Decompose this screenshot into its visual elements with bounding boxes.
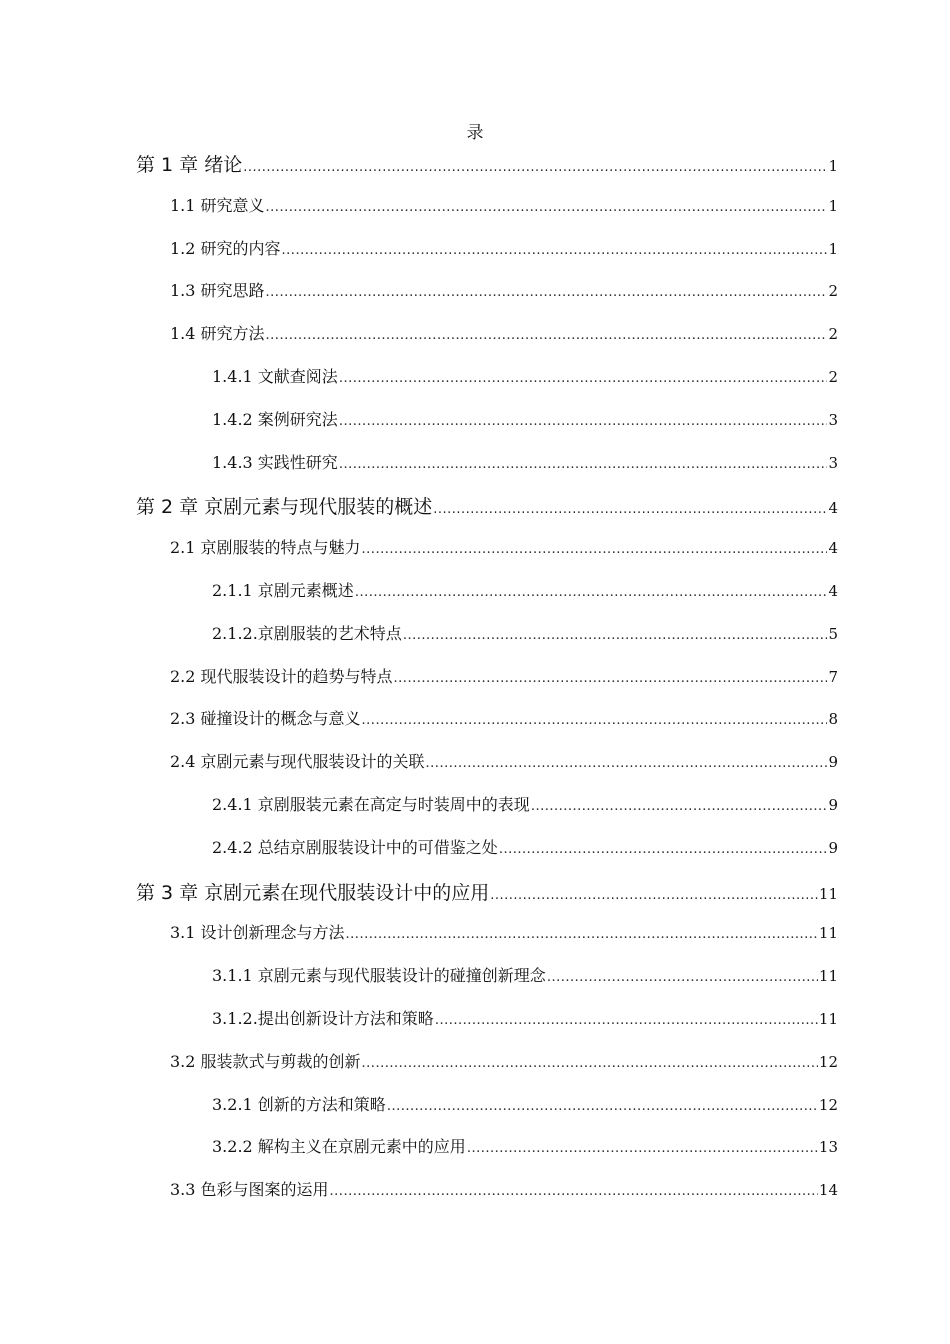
toc-entry-page-number: 4 <box>828 499 838 518</box>
toc-entry-page-number: 11 <box>818 884 838 903</box>
toc-entry[interactable] <box>212 364 838 387</box>
toc-entry-page-number: 9 <box>828 796 838 814</box>
toc-entry[interactable] <box>212 1006 838 1029</box>
toc-entry[interactable] <box>170 236 838 259</box>
toc-entry[interactable] <box>170 193 838 216</box>
toc-entry-label: 2.4 京剧元素与现代服装设计的关联 <box>170 752 425 772</box>
toc-entry[interactable] <box>212 835 838 858</box>
toc-leader-dots <box>355 585 828 600</box>
toc-entry-label: 3.1.1 京剧元素与现代服装设计的碰撞创新理念 <box>212 966 546 986</box>
toc-entry-label: 1.2 研究的内容 <box>170 238 281 258</box>
toc-entry-label: 1.3 研究思路 <box>170 281 265 301</box>
toc-entry[interactable] <box>212 450 838 473</box>
toc-entry-label: 1.4.2 案例研究法 <box>212 409 338 429</box>
toc-entry[interactable] <box>212 621 838 644</box>
toc-entry-page-number: 4 <box>828 539 838 558</box>
toc-entry-page-number: 3 <box>828 453 838 472</box>
toc-entry-label: 2.1.2.京剧服装的艺术特点 <box>212 623 402 643</box>
toc-entry-label: 3.2.2 解构主义在京剧元素中的应用 <box>212 1137 466 1157</box>
toc-entry-page-number: 9 <box>828 753 838 772</box>
toc-entry[interactable] <box>170 321 838 344</box>
toc-entry-label: 2.4.1 京剧服装元素在高定与时装周中的表现 <box>212 795 530 814</box>
toc-leader-dots <box>547 970 818 985</box>
toc-entry[interactable] <box>170 278 838 301</box>
toc-entry[interactable] <box>212 792 838 815</box>
toc-entry-page-number: 2 <box>828 368 838 386</box>
toc-entry[interactable] <box>212 1092 838 1115</box>
toc-entry-page-number: 5 <box>828 624 838 643</box>
toc-leader-dots <box>266 328 828 343</box>
toc-leader-dots <box>499 842 828 857</box>
toc-entry-label: 2.2 现代服装设计的趋势与特点 <box>170 666 393 686</box>
toc-leader-dots <box>394 671 828 686</box>
toc-entry[interactable] <box>170 664 838 687</box>
toc-leader-dots <box>403 628 828 643</box>
toc-leader-dots <box>433 502 827 517</box>
toc-entry-page-number: 4 <box>828 582 838 600</box>
toc-entry[interactable] <box>170 535 838 558</box>
toc-leader-dots <box>435 1013 818 1028</box>
toc-entry[interactable] <box>212 578 838 601</box>
toc-entry-page-number: 1 <box>828 239 838 258</box>
toc-entry[interactable] <box>136 492 838 519</box>
toc-entry[interactable] <box>170 920 838 943</box>
toc-entry[interactable] <box>170 1177 838 1200</box>
toc-leader-dots <box>330 1184 818 1199</box>
toc-entry-page-number: 11 <box>818 967 838 986</box>
toc-title: 录 <box>466 123 484 143</box>
toc-entry-label: 第 2 章 京剧元素与现代服装的概述 <box>136 496 433 519</box>
toc-entry-page-number: 14 <box>818 1181 838 1200</box>
toc-leader-dots <box>531 799 828 814</box>
toc-entry-page-number: 1 <box>828 196 838 215</box>
toc-entry-page-number: 3 <box>828 410 838 429</box>
toc-entry[interactable] <box>212 963 838 986</box>
toc-leader-dots <box>282 243 828 258</box>
toc-leader-dots <box>467 1141 818 1156</box>
toc-entry-label: 3.2.1 创新的方法和策略 <box>212 1094 386 1114</box>
toc-entry-label: 3.2 服装款式与剪裁的创新 <box>170 1051 361 1071</box>
toc-leader-dots <box>346 927 818 942</box>
toc-leader-dots <box>362 1056 818 1071</box>
toc-entry-label: 1.4.3 实践性研究 <box>212 452 338 472</box>
toc-entry[interactable] <box>212 1134 838 1157</box>
toc-entry-label: 3.3 色彩与图案的运用 <box>170 1180 329 1200</box>
toc-entry-page-number: 8 <box>828 710 838 729</box>
toc-leader-dots <box>490 888 818 903</box>
toc-entry-label: 1.4.1 文献查阅法 <box>212 367 338 386</box>
toc-entry-page-number: 1 <box>828 157 838 175</box>
toc-entry-page-number: 12 <box>818 1052 838 1071</box>
toc-entry-page-number: 11 <box>818 924 838 943</box>
toc-entry-label: 3.1.2.提出创新设计方法和策略 <box>212 1009 434 1028</box>
toc-leader-dots <box>266 200 828 215</box>
toc-entry-label: 第 1 章 绪论 <box>136 154 243 176</box>
toc-entry[interactable] <box>136 150 838 177</box>
toc-entry-label: 1.1 研究意义 <box>170 195 265 215</box>
toc-leader-dots <box>362 713 828 728</box>
toc-leader-dots <box>243 160 827 175</box>
toc-entry-label: 2.3 碰撞设计的概念与意义 <box>170 709 361 729</box>
toc-leader-dots <box>339 457 828 472</box>
toc-leader-dots <box>362 542 828 557</box>
toc-entry-label: 2.1.1 京剧元素概述 <box>212 581 354 600</box>
toc-entry-label: 2.4.2 总结京剧服装设计中的可借鉴之处 <box>212 837 498 857</box>
toc-entry[interactable] <box>170 706 838 729</box>
toc-entry[interactable] <box>212 407 838 430</box>
toc-entry-page-number: 2 <box>828 325 838 344</box>
toc-leader-dots <box>339 371 828 386</box>
toc-entry[interactable] <box>170 1049 838 1072</box>
toc-entry-page-number: 13 <box>818 1138 838 1157</box>
toc-entry-label: 第 3 章 京剧元素在现代服装设计中的应用 <box>136 881 490 904</box>
toc-entry-page-number: 7 <box>828 667 838 686</box>
toc-entry-page-number: 11 <box>818 1010 838 1028</box>
toc-entry-label: 2.1 京剧服装的特点与魅力 <box>170 538 361 558</box>
toc-entry-label: 3.1 设计创新理念与方法 <box>170 923 345 943</box>
toc-leader-dots <box>266 285 828 300</box>
toc-entry[interactable] <box>170 749 838 772</box>
toc-leader-dots <box>426 756 828 771</box>
toc-leader-dots <box>387 1099 818 1114</box>
toc-entry-page-number: 9 <box>828 838 838 857</box>
toc-leader-dots <box>339 414 828 429</box>
toc-entry[interactable] <box>136 878 838 905</box>
toc-entry-page-number: 2 <box>828 282 838 301</box>
toc-entry-page-number: 12 <box>818 1095 838 1114</box>
toc-entry-label: 1.4 研究方法 <box>170 324 265 344</box>
